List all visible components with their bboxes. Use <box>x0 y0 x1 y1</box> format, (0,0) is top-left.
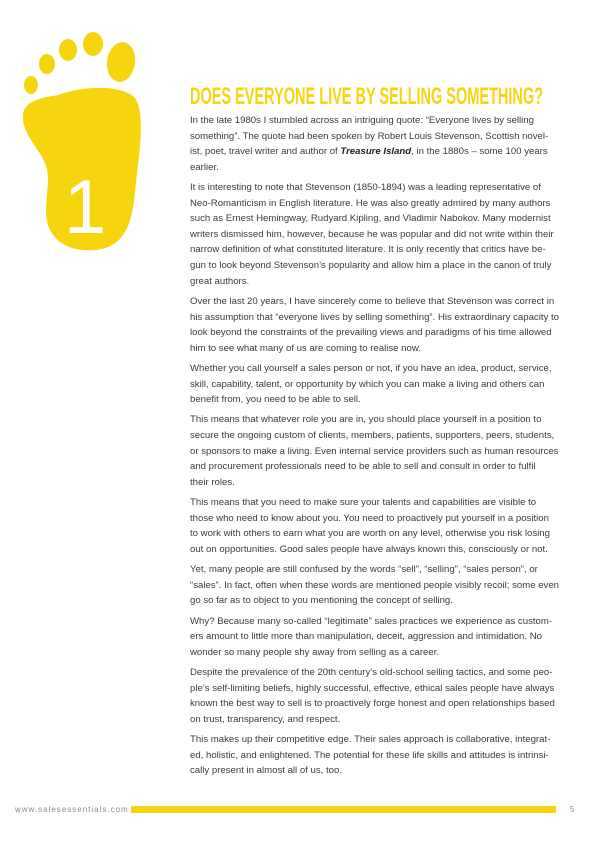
book-title-emphasis: Treasure Island <box>340 146 412 158</box>
text-line: “sales”. In fact, often when these words are mentioned people visibly recoil; some even <box>190 579 560 591</box>
text-line: Despite the prevalence of the 20th century’s old-school selling tactics, and some peo- <box>190 667 553 679</box>
text-line: great authors. <box>190 275 250 287</box>
text-line: and procurement professionals need to be able to sell and consult in order to fulfil <box>190 461 536 473</box>
text-line: cally present in almost all of us, too. <box>190 765 342 777</box>
text-line: on trust, transparency, and respect. <box>190 713 341 725</box>
text-line: to work with others to earn what you are worth on any level, otherwise you risk losing <box>190 528 550 540</box>
paragraph <box>190 412 570 490</box>
text-line: something”. The quote had been spoken by Robert Louis Stevenson, Scottish novel- <box>190 130 549 142</box>
text-line: Why? Because many so-called “legitimate” sales practices we experience as custom- <box>190 615 553 627</box>
text-line: gun to look beyond Stevenson’s popularity and allow him a place in the canon of truly <box>190 260 552 272</box>
text-line: benefit from, you need to be able to sell. <box>190 394 361 406</box>
text-line: ers amount to little more than manipulation, deceit, aggression and intimidation. No <box>190 631 542 643</box>
text-line: It is interesting to note that Stevenson (1850-1894) was a leading representative of <box>190 182 541 194</box>
page-title <box>190 83 550 109</box>
chapter-number: 1 <box>63 165 107 250</box>
text-line: or sponsors to make a living. Even internal service providers such as human resources <box>190 445 559 457</box>
text-line: Yet, many people are still confused by the words “sell”, “selling”, “sales person”, or <box>190 564 538 576</box>
page-number: 5 <box>570 805 575 814</box>
text-line: look beyond the constraints of the prevailing views and paradigms of his time allowed <box>190 327 552 339</box>
footer-rule <box>131 806 556 813</box>
paragraph <box>190 732 570 779</box>
paragraph <box>190 614 570 661</box>
text-line: narrow definition of what constituted literature. It is only recently that critics have be- <box>190 244 546 256</box>
second-toe-shape <box>83 32 103 56</box>
text-segment: , in the 1880s – some 100 years <box>411 146 548 158</box>
text-line: those who need to know about you. You need to proactively put yourself in a position <box>190 512 549 524</box>
footprint-icon <box>0 0 150 260</box>
paragraph <box>190 294 570 356</box>
text-line: ed, holistic, and enlightened. The potential for these life skills and attitudes is intrinsi- <box>190 749 549 761</box>
text-line <box>190 144 570 160</box>
text-line: In the late 1980s I stumbled across an intriguing quote: “Everyone lives by selling <box>190 115 534 126</box>
text-line: out on opportunities. Good sales people have always known this, consciously or not. <box>190 543 548 555</box>
text-line: skill, capability, talent, or opportunity by which you can make a living and others can <box>190 378 545 390</box>
fourth-toe-shape <box>39 54 55 74</box>
paragraph <box>190 113 570 175</box>
text-line: This makes up their competitive edge. Their sales approach is collaborative, integrat- <box>190 734 551 746</box>
paragraph <box>190 562 570 609</box>
text-line: This means that whatever role you are in, you should place yourself in a position to <box>190 414 542 426</box>
paragraph <box>190 180 570 289</box>
text-line: wonder so many people shy away from selling as a career. <box>190 646 440 658</box>
text-segment: ist, poet, travel writer and author of <box>190 146 341 158</box>
paragraph <box>190 665 570 727</box>
text-line: him to see what many of us are coming to realise now. <box>190 342 421 354</box>
text-line: Whether you call yourself a sales person or not, if you have an idea, product, service, <box>190 362 552 374</box>
text-line: his assumption that “everyone lives by selling something”. His extraordinary capacity to <box>190 311 559 323</box>
text-line: ple’s self-limiting beliefs, highly successful, effective, ethical sales people have always <box>190 682 555 694</box>
body-text <box>190 113 570 784</box>
text-line: Over the last 20 years, I have sincerely come to believe that Stevenson was correct in <box>190 295 555 307</box>
text-line: Neo-Romanticism in English literature. He was also greatly admired by many authors <box>190 197 551 209</box>
text-line: known the best way to sell is to proactively forge honest and open relationships based <box>190 698 555 710</box>
text-line: such as Ernest Hemingway, Rudyard Kipling, and Vladimir Nabokov. Many modernist <box>190 213 551 225</box>
text-line: writers dismissed him, however, because he was popular and did not write within their <box>190 228 554 240</box>
paragraph <box>190 361 570 408</box>
text-line: This means that you need to make sure your talents and capabilities are visible to <box>190 497 537 509</box>
third-toe-shape <box>59 39 77 61</box>
page-title-text: DOES EVERYONE LIVE BY SELLING SOMETHING? <box>190 83 543 109</box>
text-line: secure the ongoing custom of clients, members, patients, supporters, peers, students, <box>190 430 555 442</box>
footer-url: www.salesessentials.com <box>15 805 129 814</box>
big-toe-shape <box>104 40 137 84</box>
paragraph <box>190 495 570 557</box>
little-toe-shape <box>24 76 38 94</box>
text-line: their roles. <box>190 476 235 488</box>
text-line: go so far as to object to you mentioning the concept of selling. <box>190 595 453 607</box>
text-line: earlier. <box>190 161 219 173</box>
